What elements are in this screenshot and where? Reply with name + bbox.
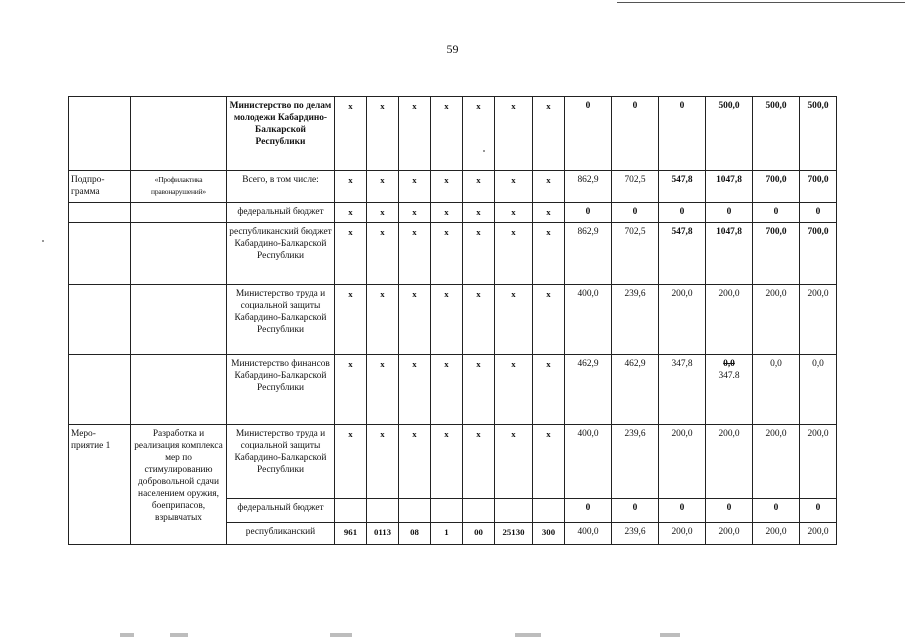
budget-code-cell: x: [399, 171, 431, 203]
amount-cell: 0: [706, 203, 753, 223]
budget-code-cell: x: [463, 425, 495, 499]
amount-cell: 200,0: [753, 285, 800, 355]
row-type-cell: [69, 285, 131, 355]
budget-code-cell: x: [335, 355, 367, 425]
table-row: [69, 285, 837, 355]
budget-code-cell: x: [399, 223, 431, 285]
amount-cell: 862,9: [565, 171, 612, 203]
amount-cell: 0: [612, 499, 659, 523]
executor-cell: Всего, в том числе:: [227, 171, 335, 203]
budget-code-cell: x: [335, 223, 367, 285]
amount-cell: 700,0: [800, 223, 837, 285]
amount-cell: 547,8: [659, 223, 706, 285]
amount-cell: 700,0: [800, 171, 837, 203]
budget-code-cell: x: [463, 285, 495, 355]
budget-code-cell: x: [367, 425, 399, 499]
amount-cell: 0: [612, 203, 659, 223]
table-row: [69, 97, 837, 171]
budget-code-cell: x: [533, 171, 565, 203]
amount-cell: 462,9: [612, 355, 659, 425]
amount-cell: 0: [565, 499, 612, 523]
amount-cell: 400,0: [565, 425, 612, 499]
budget-code-cell: x: [533, 223, 565, 285]
budget-code-cell: 25130: [495, 523, 533, 545]
budget-code-cell: x: [335, 171, 367, 203]
budget-code-cell: x: [399, 425, 431, 499]
amount-cell: 0: [800, 203, 837, 223]
amount-cell: 200,0: [706, 285, 753, 355]
budget-code-cell: x: [431, 203, 463, 223]
table-row: [69, 425, 837, 499]
table-row: [69, 203, 837, 223]
amount-cell: 200,0: [659, 285, 706, 355]
budget-code-cell: x: [463, 203, 495, 223]
budget-code-cell: x: [431, 425, 463, 499]
amount-cell: 200,0: [706, 425, 753, 499]
amount-cell: 0: [753, 203, 800, 223]
page-number: 59: [446, 42, 459, 56]
budget-code-cell: x: [367, 355, 399, 425]
budget-code-cell: x: [495, 171, 533, 203]
amount-cell: 500,0: [706, 97, 753, 171]
amount-cell: 0: [659, 97, 706, 171]
amount-cell: 0: [612, 97, 659, 171]
amount-cell: 347,8: [659, 355, 706, 425]
executor-cell: республиканский бюджет Кабардино-Балкарской Республики: [227, 223, 335, 285]
budget-code-cell: x: [431, 355, 463, 425]
amount-cell: 400,0: [565, 285, 612, 355]
executor-cell: федеральный бюджет: [227, 499, 335, 523]
top-edge-rule: [617, 2, 905, 3]
budget-code-cell: 300: [533, 523, 565, 545]
row-type-cell: [69, 97, 131, 171]
executor-cell: Министерство труда и социальной защиты Кабардино-Балкарской Республики: [227, 425, 335, 499]
program-name-text: «Профилактика правонарушений»: [151, 175, 206, 196]
budget-code-cell: x: [431, 171, 463, 203]
budget-code-cell: x: [367, 171, 399, 203]
budget-code-cell: [495, 499, 533, 523]
row-type-cell: Меро-приятие 1: [69, 425, 131, 545]
budget-code-cell: x: [399, 355, 431, 425]
amount-cell: 239,6: [612, 425, 659, 499]
amount-cell: 0: [565, 203, 612, 223]
budget-code-cell: x: [399, 285, 431, 355]
amount-cell: 0: [565, 97, 612, 171]
amount-cell: 200,0: [800, 425, 837, 499]
amount-cell: 239,6: [612, 285, 659, 355]
amount-cell: 462,9: [565, 355, 612, 425]
executor-cell: Министерство по делам молодежи Кабардино-Балкарской Республики: [227, 97, 335, 171]
amount-cell: 500,0: [753, 97, 800, 171]
budget-code-cell: [399, 499, 431, 523]
budget-code-cell: x: [533, 425, 565, 499]
executor-cell: Министерство финансов Кабардино-Балкарской Республики: [227, 355, 335, 425]
program-name-cell: [131, 355, 227, 425]
amount-cell: 200,0: [706, 523, 753, 545]
budget-code-cell: x: [463, 171, 495, 203]
scan-speck: [42, 240, 44, 242]
budget-code-cell: 961: [335, 523, 367, 545]
executor-cell: федеральный бюджет: [227, 203, 335, 223]
amount-cell: 700,0: [753, 171, 800, 203]
budget-code-cell: x: [431, 223, 463, 285]
budget-code-cell: [367, 499, 399, 523]
budget-code-cell: x: [533, 355, 565, 425]
program-name-cell: [131, 171, 227, 203]
budget-code-cell: x: [495, 355, 533, 425]
budget-code-cell: x: [533, 203, 565, 223]
table-row: [69, 171, 837, 203]
budget-code-cell: x: [495, 203, 533, 223]
budget-code-cell: x: [399, 203, 431, 223]
amount-cell: 0: [753, 499, 800, 523]
budget-code-cell: x: [431, 97, 463, 171]
budget-code-cell: x: [335, 285, 367, 355]
amount-cell: 700,0: [753, 223, 800, 285]
amount-cell: 0: [659, 203, 706, 223]
budget-code-cell: x: [367, 223, 399, 285]
amount-cell: 200,0: [659, 425, 706, 499]
budget-code-cell: x: [367, 97, 399, 171]
budget-code-cell: x: [533, 285, 565, 355]
budget-code-cell: 1: [431, 523, 463, 545]
amount-cell: 500,0: [800, 97, 837, 171]
amount-cell: 0,0: [800, 355, 837, 425]
scan-speck: [483, 150, 485, 152]
amount-cell: 400,0: [565, 523, 612, 545]
program-name-cell: [131, 203, 227, 223]
budget-code-cell: [431, 499, 463, 523]
program-name-cell: Разработка и реализация комплекса мер по стимулированию добровольной сдачи населением оружия, боеприпасов, взрывчатых: [131, 425, 227, 545]
budget-code-cell: x: [463, 223, 495, 285]
table-row: [69, 223, 837, 285]
amount-cell: 0: [706, 499, 753, 523]
executor-cell: республиканский: [227, 523, 335, 545]
row-type-cell: [69, 203, 131, 223]
budget-table: [68, 96, 837, 545]
amount-cell: 862,9: [565, 223, 612, 285]
row-type-cell: [69, 355, 131, 425]
budget-code-cell: x: [367, 203, 399, 223]
amount-cell: 200,0: [659, 523, 706, 545]
budget-code-cell: [533, 499, 565, 523]
amount-cell: 0,0: [753, 355, 800, 425]
amount-cell: 702,5: [612, 223, 659, 285]
budget-code-cell: x: [463, 355, 495, 425]
amount-cell: 239,6: [612, 523, 659, 545]
row-type-cell: Подпро-грамма: [69, 171, 131, 203]
amount-cell: 702,5: [612, 171, 659, 203]
budget-code-cell: 00: [463, 523, 495, 545]
budget-code-cell: x: [431, 285, 463, 355]
budget-code-cell: x: [335, 425, 367, 499]
budget-code-cell: x: [533, 97, 565, 171]
bottom-scan-smudges: [120, 633, 860, 640]
budget-code-cell: x: [399, 97, 431, 171]
budget-code-cell: 08: [399, 523, 431, 545]
budget-code-cell: 0113: [367, 523, 399, 545]
struck-amount: 0,0: [723, 359, 735, 369]
budget-code-cell: x: [495, 223, 533, 285]
budget-code-cell: x: [495, 97, 533, 171]
row-type-cell: [69, 223, 131, 285]
budget-code-cell: x: [495, 285, 533, 355]
handwritten-correction: 347.8: [718, 371, 740, 381]
budget-code-cell: [335, 499, 367, 523]
program-name-cell: [131, 223, 227, 285]
amount-cell: 0: [659, 499, 706, 523]
amount-cell: 0: [800, 499, 837, 523]
budget-table-body: [69, 97, 837, 545]
budget-code-cell: x: [367, 285, 399, 355]
amount-cell: 1047,8: [706, 171, 753, 203]
budget-code-cell: x: [335, 203, 367, 223]
table-row: [69, 355, 837, 425]
executor-cell: Министерство труда и социальной защиты Кабардино-Балкарской Республики: [227, 285, 335, 355]
amount-cell: 200,0: [800, 523, 837, 545]
program-name-cell: [131, 285, 227, 355]
amount-cell: 200,0: [753, 425, 800, 499]
amount-cell: 547,8: [659, 171, 706, 203]
program-name-cell: [131, 97, 227, 171]
amount-cell: 200,0: [753, 523, 800, 545]
budget-code-cell: [463, 499, 495, 523]
amount-cell: 200,0: [800, 285, 837, 355]
amount-cell: [706, 355, 753, 425]
budget-code-cell: x: [495, 425, 533, 499]
budget-code-cell: x: [335, 97, 367, 171]
amount-cell: 1047,8: [706, 223, 753, 285]
budget-code-cell: x: [463, 97, 495, 171]
